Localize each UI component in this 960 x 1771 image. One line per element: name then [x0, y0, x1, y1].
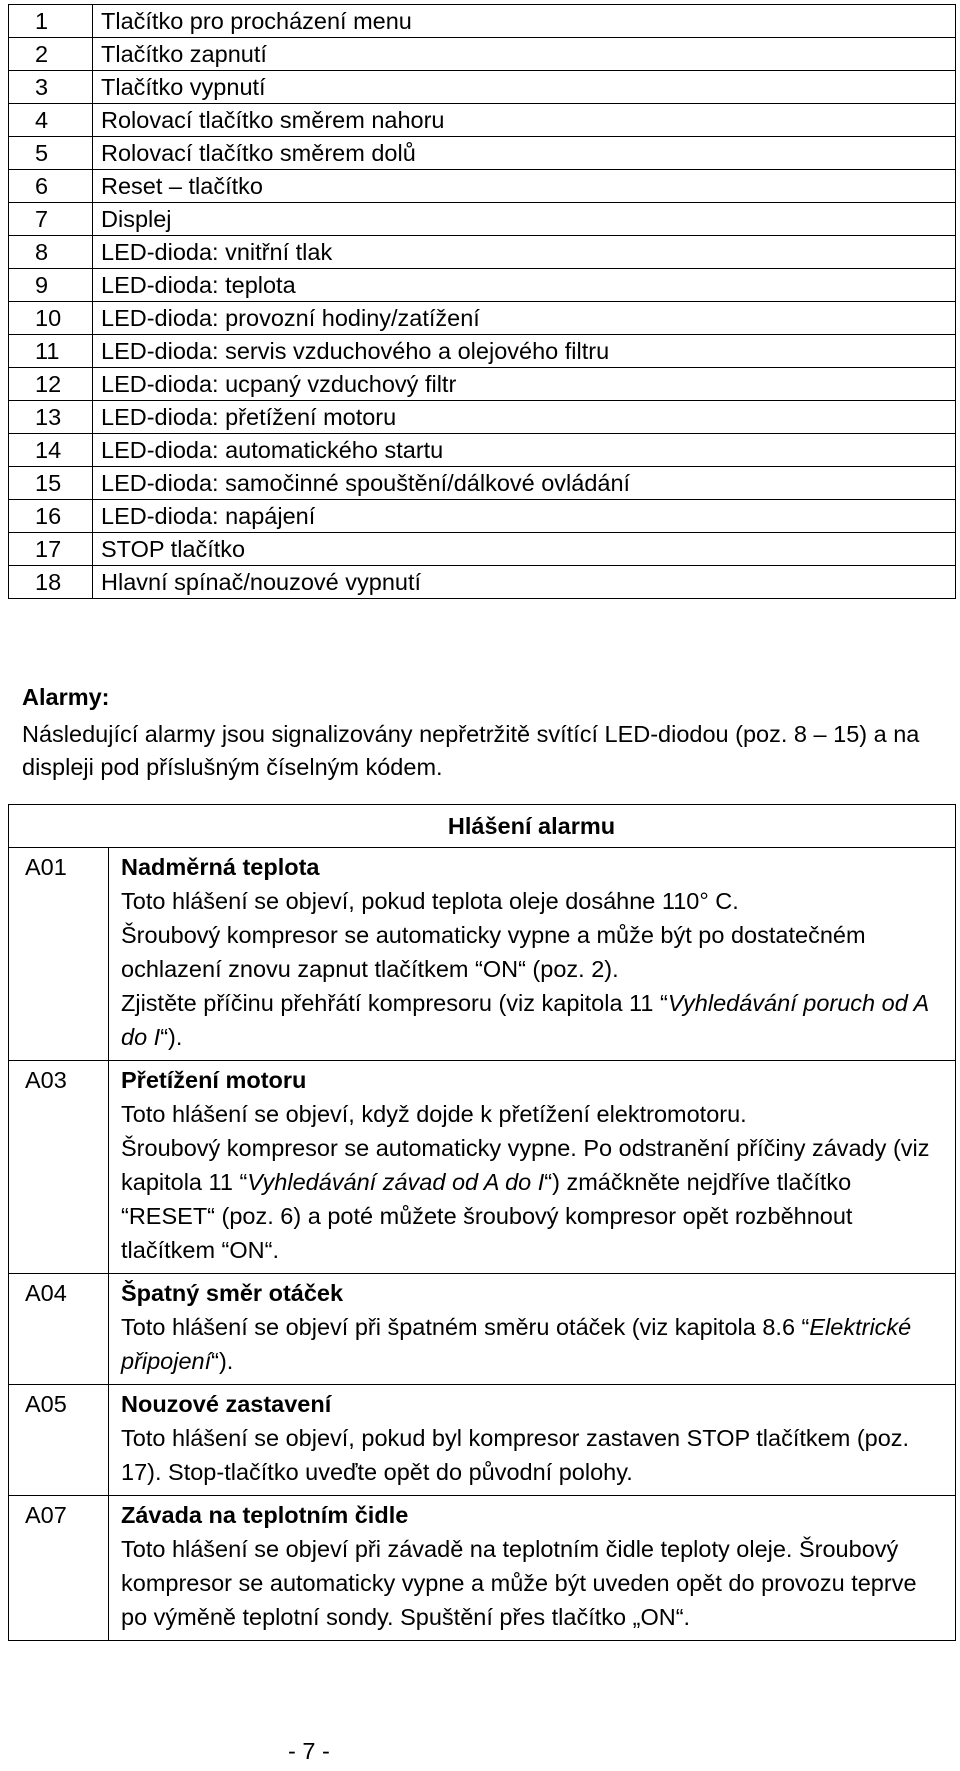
- alarm-row: [9, 848, 956, 1061]
- part-number: 16: [9, 500, 93, 533]
- part-row: [9, 104, 956, 137]
- part-row: [9, 5, 956, 38]
- part-number: 9: [9, 269, 93, 302]
- part-number: 1: [9, 5, 93, 38]
- part-number: 10: [9, 302, 93, 335]
- alarm-table-header-row: [9, 805, 956, 848]
- page-number: - 7 -: [288, 1738, 330, 1764]
- alarm-title: Přetížení motoru: [121, 1067, 307, 1093]
- alarm-title: Špatný směr otáček: [121, 1280, 344, 1306]
- part-row: [9, 533, 956, 566]
- part-label: Rolovací tlačítko směrem dolů: [93, 137, 956, 170]
- part-label: Rolovací tlačítko směrem nahoru: [93, 104, 956, 137]
- part-label: Tlačítko zapnutí: [93, 38, 956, 71]
- part-row: [9, 236, 956, 269]
- chapter-reference: Vyhledávání poruch od A do I: [121, 990, 929, 1050]
- part-label: Displej: [93, 203, 956, 236]
- part-label: Hlavní spínač/nouzové vypnutí: [93, 566, 956, 599]
- part-number: 12: [9, 368, 93, 401]
- part-label: LED-dioda: vnitřní tlak: [93, 236, 956, 269]
- chapter-reference: Vyhledávání závad od A do I: [247, 1169, 545, 1195]
- alarm-message: [109, 1061, 956, 1274]
- part-row: [9, 203, 956, 236]
- chapter-reference: Elektrické připojení: [121, 1314, 912, 1374]
- alarm-code: A04: [9, 1274, 109, 1385]
- part-row: [9, 38, 956, 71]
- part-number: 7: [9, 203, 93, 236]
- part-number: 3: [9, 71, 93, 104]
- alarm-row: [9, 1385, 956, 1496]
- part-number: 18: [9, 566, 93, 599]
- alarm-text: Toto hlášení se objeví, když dojde k přetížení elektromotoru.: [121, 1101, 747, 1127]
- part-row: [9, 137, 956, 170]
- alarm-message: [109, 1496, 956, 1641]
- alarm-title: Nouzové zastavení: [121, 1391, 332, 1417]
- alarm-title: Závada na teplotním čidle: [121, 1502, 409, 1528]
- part-label: LED-dioda: teplota: [93, 269, 956, 302]
- alarm-title: Nadměrná teplota: [121, 854, 320, 880]
- part-row: [9, 434, 956, 467]
- part-label: LED-dioda: přetížení motoru: [93, 401, 956, 434]
- alarm-text-part: Zjistěte příčinu přehřátí kompresoru (viz kapitola 11 “: [121, 990, 668, 1016]
- part-row: [9, 401, 956, 434]
- alarms-heading: Alarmy:: [22, 684, 110, 710]
- part-number: 17: [9, 533, 93, 566]
- alarm-message: [109, 1274, 956, 1385]
- part-number: 15: [9, 467, 93, 500]
- alarm-code: A05: [9, 1385, 109, 1496]
- alarm-text: Toto hlášení se objeví, pokud byl kompresor zastaven STOP tlačítkem (poz. 17). Stop-tlačítko uveďte opět do původní polohy.: [121, 1425, 910, 1485]
- alarm-message: [109, 1385, 956, 1496]
- alarm-row: [9, 1061, 956, 1274]
- part-number: 6: [9, 170, 93, 203]
- alarm-text-part: Toto hlášení se objeví při špatném směru otáček (viz kapitola 8.6 “: [121, 1314, 810, 1340]
- alarm-table-header: Hlášení alarmu: [9, 805, 956, 848]
- part-label: Tlačítko vypnutí: [93, 71, 956, 104]
- part-label: LED-dioda: samočinné spouštění/dálkové ovládání: [93, 467, 956, 500]
- part-row: [9, 566, 956, 599]
- alarm-text: [121, 986, 943, 1054]
- part-label: LED-dioda: servis vzduchového a olejového filtru: [93, 335, 956, 368]
- alarm-row: [9, 1496, 956, 1641]
- alarm-code: A03: [9, 1061, 109, 1274]
- part-number: 13: [9, 401, 93, 434]
- part-row: [9, 71, 956, 104]
- alarm-row: [9, 1274, 956, 1385]
- alarm-text-part: “).: [211, 1348, 234, 1374]
- part-label: LED-dioda: ucpaný vzduchový filtr: [93, 368, 956, 401]
- part-number: 14: [9, 434, 93, 467]
- part-row: [9, 467, 956, 500]
- part-row: [9, 170, 956, 203]
- part-number: 5: [9, 137, 93, 170]
- part-row: [9, 269, 956, 302]
- alarm-messages-table: [8, 804, 956, 1641]
- alarm-text: Toto hlášení se objeví při závadě na teplotním čidle teploty oleje. Šroubový kompresor se automaticky vypne a může být uveden opět do provozu teprve po výměně teplotní sondy. Spuštění přes tlačítko „ON“.: [121, 1536, 917, 1630]
- part-row: [9, 500, 956, 533]
- alarm-text: [121, 1310, 943, 1378]
- parts-legend-table: [8, 4, 956, 599]
- alarm-text: [121, 1131, 943, 1267]
- alarm-message: [109, 848, 956, 1061]
- part-label: Tlačítko pro procházení menu: [93, 5, 956, 38]
- alarm-text-part: Šroubový kompresor se automaticky vypne. Po odstranění příčiny závady (viz kapitola 11 “: [121, 1135, 930, 1195]
- part-label: LED-dioda: napájení: [93, 500, 956, 533]
- part-number: 4: [9, 104, 93, 137]
- alarm-text-part: “) zmáčkněte nejdříve tlačítko “RESET“ (poz. 6) a poté můžete šroubový kompresor opět rozběhnout tlačítkem “ON“.: [121, 1169, 853, 1263]
- part-label: LED-dioda: provozní hodiny/zatížení: [93, 302, 956, 335]
- part-row: [9, 302, 956, 335]
- part-number: 2: [9, 38, 93, 71]
- part-number: 11: [9, 335, 93, 368]
- part-label: Reset – tlačítko: [93, 170, 956, 203]
- alarm-text-part: “).: [160, 1024, 183, 1050]
- alarms-intro-text: Následující alarmy jsou signalizovány nepřetržitě svítící LED-diodou (poz. 8 – 15) a na displeji pod příslušným číselným kódem.: [22, 721, 920, 780]
- alarm-text: Toto hlášení se objeví, pokud teplota oleje dosáhne 110° C.: [121, 888, 739, 914]
- alarm-code: A01: [9, 848, 109, 1061]
- part-row: [9, 335, 956, 368]
- alarm-code: A07: [9, 1496, 109, 1641]
- part-label: LED-dioda: automatického startu: [93, 434, 956, 467]
- part-number: 8: [9, 236, 93, 269]
- alarm-text: Šroubový kompresor se automaticky vypne a může být po dostatečném ochlazení znovu zapnut tlačítkem “ON“ (poz. 2).: [121, 922, 866, 982]
- part-row: [9, 368, 956, 401]
- part-label: STOP tlačítko: [93, 533, 956, 566]
